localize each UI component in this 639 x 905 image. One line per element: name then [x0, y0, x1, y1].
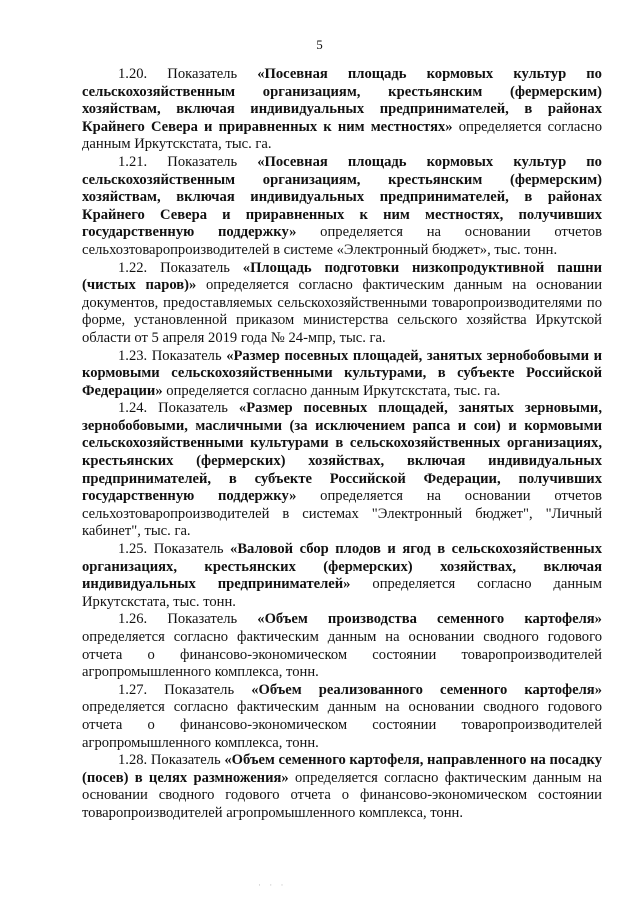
item-lead: Показатель: [153, 541, 231, 558]
item-lead: Показатель: [151, 347, 227, 364]
paragraph-1-27: [82, 682, 602, 752]
indicator-name: «Объем реализованного семенного картофеля»: [251, 681, 602, 698]
indicator-name: «Валовой сбор плодов и ягод в сельскохозяйственных организациях, крестьянских (фермерских) хозяйствах, включая индивидуальных предпринимателей»: [82, 541, 602, 593]
item-number: 1.26.: [118, 611, 148, 628]
indicator-description: определяется на основании отчетов сельхозтоваропроизводителей в системе «Электронный бюджет», тыс. тонн.: [82, 224, 602, 258]
paragraph-1-22: [82, 260, 602, 348]
item-number: 1.21.: [118, 153, 148, 170]
indicator-description: определяется согласно данным Иркутскстата, тыс. тонн.: [82, 576, 602, 610]
page-number: 5: [316, 37, 323, 52]
document-body: [82, 66, 602, 823]
item-number: 1.23.: [118, 347, 148, 364]
item-lead: Показатель: [167, 66, 258, 82]
paragraph-1-26: [82, 611, 602, 681]
indicator-description: определяется на основании отчетов сельхозтоваропроизводителей в системах "Электронный бюджет", "Личный кабинет", тыс. га.: [82, 488, 602, 540]
indicator-description: определяется согласно фактическим данным на основании сводного годового отчета о финансово-экономическом состоянии товаропроизводителей агропромышленного комплекса, тонн.: [82, 629, 602, 681]
indicator-name: «Размер посевных площадей, занятых зернобобовыми и кормовыми сельскохозяйственными культурами, в субъекте Российской Федерации»: [82, 347, 602, 399]
paragraph-1-24: [82, 400, 602, 541]
item-lead: Показатель: [158, 400, 239, 417]
indicator-name: «Посевная площадь кормовых культур по сельскохозяйственным организациям, крестьянским (фермерским) хозяйствам, включая индивидуальных предпринимателей, в районах Крайнего Севера и приравненных к ним местностях»: [82, 66, 602, 135]
item-lead: Показатель: [160, 259, 243, 276]
item-lead: Показатель: [164, 681, 252, 698]
indicator-description: определяется согласно фактическим данным на основании сводного годового отчета о финансово-экономическом состоянии товаропроизводителей агропромышленного комплекса, тонн.: [82, 699, 602, 751]
paragraph-1-23: [82, 348, 602, 401]
item-number: 1.24.: [118, 400, 148, 417]
item-lead: Показатель: [167, 153, 258, 170]
indicator-name: «Объем производства семенного картофеля»: [257, 611, 602, 628]
item-number: 1.22.: [118, 259, 148, 276]
paragraph-1-21: [82, 154, 602, 260]
paragraph-1-28: [82, 752, 602, 822]
indicator-name: «Размер посевных площадей, занятых зерновыми, зернобобовыми, масличными (за исключением рапса и сои) и кормовыми сельскохозяйственными культурами в сельскохозяйственных организациях, крестьянских (фермерских) хозяйствах, включая индивидуальных предпринимателей, в субъекте Российской Федерации, получивших государственную поддержку»: [82, 400, 602, 505]
scan-artifact: · · ·: [258, 880, 287, 890]
item-number: 1.27.: [118, 681, 148, 698]
indicator-description: определяется согласно фактическим данным на основании документов, предоставляемых сельскохозяйственными товаропроизводителями по форме, установленной приказом министерства сельского хозяйства Иркутской области от 5 апреля 2019 года № 24-мпр, тыс. га.: [82, 277, 603, 346]
indicator-description: определяется согласно фактическим данным на основании сводного годового отчета о финансово-экономическом состоянии товаропроизводителей агропромышленного комплекса, тонн.: [82, 769, 603, 821]
indicator-name: «Площадь подготовки низкопродуктивной пашни (чистых паров)»: [82, 259, 602, 294]
indicator-description: определяется согласно данным Иркутскстата, тыс. га.: [82, 118, 602, 153]
item-number: 1.28.: [118, 752, 148, 769]
indicator-name: «Посевная площадь кормовых культур по сельскохозяйственным организациям, крестьянским (фермерским) хозяйствам, включая индивидуальных предпринимателей, в районах Крайнего Севера и приравненных к ним местностях, получивших государственную поддержку»: [82, 153, 602, 241]
paragraph-1-25: [82, 541, 602, 611]
item-lead: Показатель: [150, 752, 225, 769]
indicator-name: «Объем семенного картофеля, направленного на посадку (посев) в целях размножения»: [82, 752, 602, 786]
item-number: 1.20.: [118, 66, 148, 82]
indicator-description: определяется согласно данным Иркутскстата, тыс. га.: [162, 382, 501, 399]
item-number: 1.25.: [118, 541, 148, 558]
item-lead: Показатель: [167, 611, 258, 628]
paragraph-1-20: [82, 66, 602, 154]
